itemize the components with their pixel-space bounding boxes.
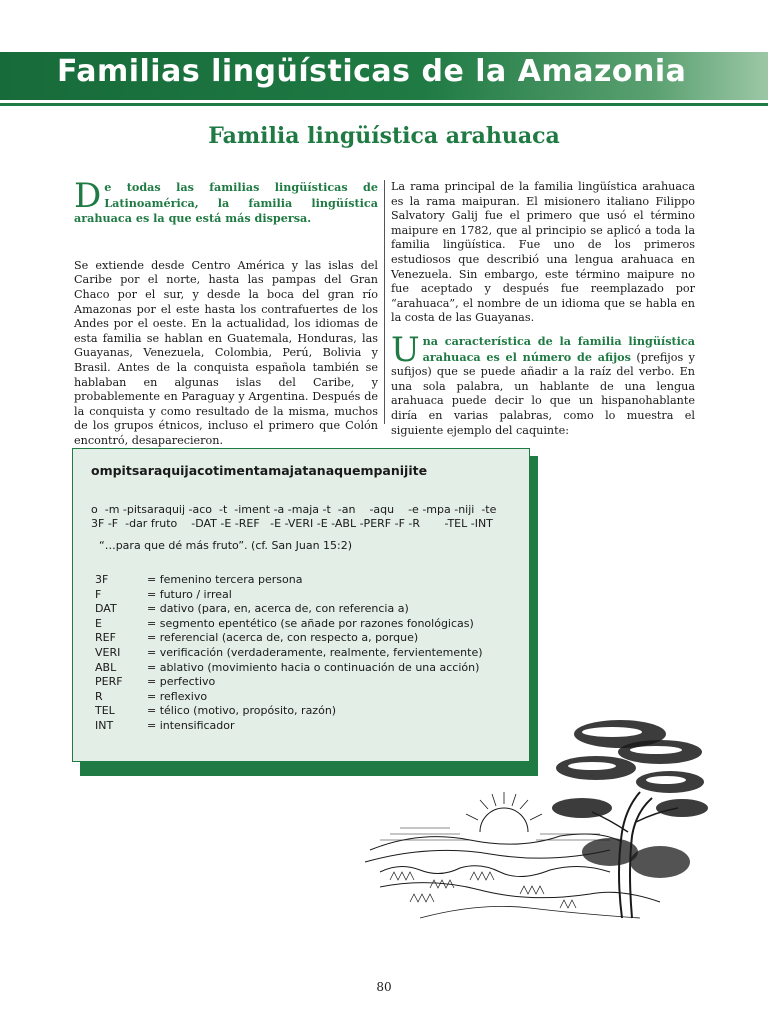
dropcap-d: D [74,176,102,216]
abbreviation-list [95,573,483,734]
abbreviation-definition: = dativo (para, en, acerca de, con referencia a) [147,602,409,616]
abbreviation-row [95,602,483,617]
landscape-tree-sunset-illustration [360,712,710,920]
gloss-row: 3F -F -dar fruto -DAT -E -REF -E -VERI -E -ABL -PERF -F -R -TEL -INT [91,517,493,530]
abbreviation-definition: = segmento epentético (se añade por razones fonológicas) [147,616,474,630]
sun-icon [480,808,528,832]
left-intro-paragraph [74,176,378,227]
right-column [391,180,695,438]
right-lead-text: na característica de la familia lingüística arahuaca es el número de afijos [422,333,695,364]
abbreviation-definition: = intensificador [147,718,235,732]
example-word: ompitsaraquijacotimentamajatanaquempanijite [91,463,428,478]
left-column [74,176,378,449]
abbreviation: REF [95,631,116,645]
abbreviation-row [95,588,483,603]
abbreviation-row [95,573,483,588]
abbreviation-row [95,675,483,690]
morpheme-row: o -m -pitsaraquij -aco -t -iment -a -maja -t -an -aqu -e -mpa -niji -te [91,503,497,516]
abbreviation: R [95,689,103,703]
right-paragraph-2 [391,329,695,438]
translation: “…para que dé más fruto”. (cf. San Juan 15:2) [99,539,353,552]
abbreviation-definition: = perfectivo [147,675,216,689]
abbreviation-row [95,646,483,661]
abbreviation-definition: = referencial (acerca de, con respecto a, porque) [147,631,419,645]
column-divider [384,180,385,424]
page-title: Familias lingüísticas de la Amazonia [57,54,687,89]
abbreviation-row [95,617,483,632]
abbreviation: VERI [95,645,121,659]
abbreviation-definition: = télico (motivo, propósito, razón) [147,704,337,718]
abbreviation: ABL [95,660,117,674]
dropcap-u: U [391,329,420,370]
abbreviation: INT [95,718,114,732]
abbreviation-definition: = reflexivo [147,689,208,703]
left-lead-text: e todas las familias lingüísticas de Latinoamérica, la familia lingüística arahuaca es la que está más dispersa. [74,180,378,226]
abbreviation-definition: = femenino tercera persona [147,573,303,586]
abbreviation-definition: = verificación (verdaderamente, realmente, fervientemente) [147,645,483,659]
banner-underline [0,103,768,106]
right-paragraph-1: La rama principal de la familia lingüística arahuaca es la rama maipuran. El misionero italiano Filippo Salvatory Galij fue el primero que usó el término maipure en 1782, que al principio se aplicó a toda la familia lingüística. Fue uno de los primeros estudiosos que describió una lengua arahuaca en Venezuela. Sin embargo, este término maipure no fue aceptado y después fue reemplazado por “arahuaca”, el nombre de un idioma que se habla en la costa de las Guayanas. [391,180,695,325]
abbreviation-row [95,661,483,676]
abbreviation-row [95,631,483,646]
page-number: 80 [376,980,392,994]
left-body-paragraph: Se extiende desde Centro América y las islas del Caribe por el norte, hasta las pampas del Gran Chaco por el sur, y desde la boca del gran río Amazonas por el este hasta los contrafuertes de los Andes por el oeste. En la actualidad, los idiomas de esta familia se hablan en Guatemala, Honduras, las Guayanas, Venezuela, Colombia, Perú, Bolivia y Brasil. Antes de la conquista española también se hablaban en algunas islas del Caribe, y probablemente en Paraguay y Argentina. Después de la conquista y como resultado de la misma, muchos de los grupos étnicos, incluso el primero que Colón encontró, desaparecieron. [74,258,378,447]
abbreviation: 3F [95,573,109,586]
abbreviation: F [95,587,102,601]
abbreviation: TEL [95,704,115,718]
abbreviation: DAT [95,602,117,616]
abbreviation-definition: = ablativo (movimiento hacia o continuación de una acción) [147,660,480,674]
section-title: Familia lingüística arahuaca [208,123,560,149]
abbreviation-row [95,690,483,705]
abbreviation: E [95,616,102,630]
abbreviation: PERF [95,675,123,689]
abbreviation-definition: = futuro / irreal [147,587,232,601]
right-body-text: (prefijos y sufijos) que se puede añadir a la raíz del verbo. En una sola palabra, un hablante de una lengua arahuaca puede decir lo que un hispanohablante diría en varias palabras, como lo muestra el siguiente ejemplo del caquinte: [391,350,695,437]
